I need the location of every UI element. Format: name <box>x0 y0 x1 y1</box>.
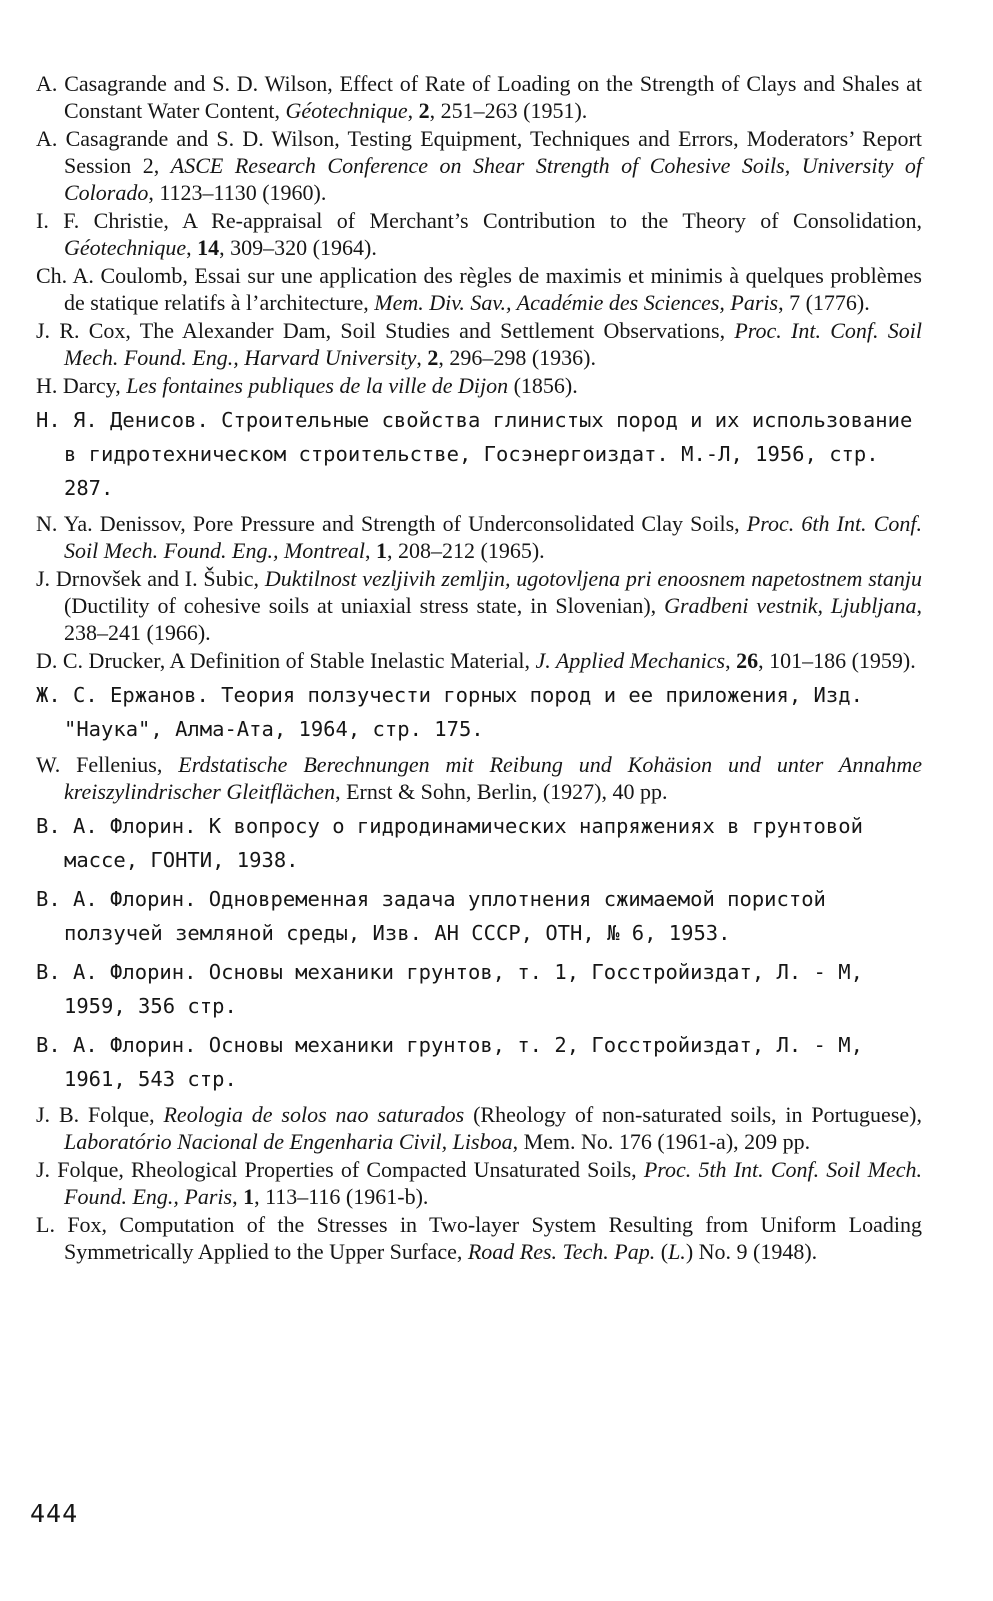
reference-text: Ж. С. Ержанов. Теория ползучести горных пород и ее приложения, Изд. "Наука", Алма-Ата, 1964, стр. 175. <box>36 683 863 741</box>
reference-text: В. А. Флорин. Основы механики грунтов, т. 1, Госстройиздат, Л. - М, 1959, 356 стр. <box>36 960 863 1018</box>
reference-entry <box>36 125 922 206</box>
reference-text: , Ernst & Sohn, Berlin, (1927), 40 pp. <box>335 779 668 804</box>
reference-italic-text: Proc. Int. Conf. Soil Mech. Found. Eng., Harvard University <box>64 318 922 370</box>
reference-text: В. А. Флорин. К вопросу о гидродинамических напряжениях в грунтовой массе, ГОНТИ, 1938. <box>36 814 863 872</box>
reference-text: ( <box>655 1239 669 1264</box>
reference-text: , <box>725 648 737 673</box>
reference-text: , 1123–1130 (1960). <box>148 180 327 205</box>
reference-text: , <box>232 1184 244 1209</box>
reference-italic-text: Erdstatische Berechnungen mit Reibung und Kohäsion und unter Annahme kreiszylindrischer Gleitflächen <box>64 752 922 804</box>
reference-text: J. B. Folque, <box>36 1102 164 1127</box>
reference-text: J. Drnovšek and I. Šubic, <box>36 566 265 591</box>
reference-volume: 2 <box>427 345 439 370</box>
reference-entry <box>36 70 922 124</box>
reference-italic-text: Duktilnost vezljivih zemljin, ugotovljena pri enoosnem napetostnem stanju <box>264 566 922 591</box>
reference-entry <box>36 647 922 674</box>
reference-entry <box>36 955 922 1023</box>
reference-text: Ch. A. Coulomb, Essai sur une application des règles de maximis et minimis à quelques problèmes de statique relatifs à l’architecture, <box>36 263 922 315</box>
reference-text: (Ductility of cohesive soils at uniaxial stress state, in Slovenian), <box>64 593 665 618</box>
reference-text: (1856). <box>508 373 578 398</box>
reference-volume: 14 <box>197 235 220 260</box>
reference-italic-text: ASCE Research Conference on Shear Strength of Cohesive Soils, University of Colorado <box>64 153 922 205</box>
reference-text: В. А. Флорин. Основы механики грунтов, т. 2, Госстройиздат, Л. - М, 1961, 543 стр. <box>36 1033 863 1091</box>
reference-italic-text: Géotechnique <box>285 98 408 123</box>
reference-list <box>36 70 922 1266</box>
reference-entry <box>36 510 922 564</box>
reference-text: I. F. Christie, A Re-appraisal of Merchant’s Contribution to the Theory of Consolidation, <box>36 208 922 233</box>
reference-entry <box>36 207 922 261</box>
reference-text: , <box>407 98 419 123</box>
reference-text: , 101–186 (1959). <box>758 648 916 673</box>
reference-text: H. Darcy, <box>36 373 127 398</box>
page-number: 444 <box>30 1499 79 1528</box>
reference-italic-text: Géotechnique <box>64 235 187 260</box>
reference-italic-text: Proc. 6th Int. Conf. Soil Mech. Found. Eng., Montreal <box>64 511 922 563</box>
reference-text: , 251–263 (1951). <box>429 98 588 123</box>
reference-italic-text: J. Applied Mechanics <box>535 648 726 673</box>
reference-text: , 208–212 (1965). <box>387 538 545 563</box>
reference-italic-text: Gradbeni vestnik, Ljubljana <box>664 593 917 618</box>
reference-text: , 309–320 (1964). <box>219 235 377 260</box>
reference-text: , <box>416 345 428 370</box>
reference-volume: 1 <box>243 1184 255 1209</box>
reference-text: A. Casagrande and S. D. Wilson, Testing Equipment, Techniques and Errors, Moderators’ Report Session 2, <box>36 126 922 178</box>
reference-entry <box>36 372 922 399</box>
reference-entry <box>36 678 922 746</box>
reference-text: A. Casagrande and S. D. Wilson, Effect of Rate of Loading on the Strength of Clays and Shales at Constant Water Content, <box>36 71 922 123</box>
reference-text: L. Fox, Computation of the Stresses in Two-layer System Resulting from Uniform Loading Symmetrically Applied to the Upper Surface, <box>36 1212 922 1264</box>
reference-entry <box>36 262 922 316</box>
reference-entry <box>36 809 922 877</box>
reference-text: , 238–241 (1966). <box>64 593 922 645</box>
reference-text: (Rheology of non-saturated soils, in Portuguese), <box>464 1102 922 1127</box>
reference-entry <box>36 1028 922 1096</box>
reference-volume: 2 <box>418 98 430 123</box>
reference-volume: 1 <box>376 538 388 563</box>
reference-text: Н. Я. Денисов. Строительные свойства глинистых пород и их использование в гидротехническом строительстве, Госэнергоиздат. М.-Л, 1956, стр. 287. <box>36 408 913 500</box>
reference-text: J. R. Cox, The Alexander Dam, Soil Studies and Settlement Observations, <box>36 318 735 343</box>
reference-entry <box>36 882 922 950</box>
reference-text: , Mem. No. 176 (1961-a), 209 pp. <box>512 1129 811 1154</box>
reference-italic-text: Mem. Div. Sav., Académie des Sciences, Paris <box>374 290 779 315</box>
reference-text: В. А. Флорин. Одновременная задача уплотнения сжимаемой пористой ползучей земляной среды, Изв. АН СССР, ОТН, № 6, 1953. <box>36 887 826 945</box>
reference-italic-text: Proc. 5th Int. Conf. Soil Mech. Found. Eng., Paris <box>64 1157 923 1209</box>
reference-entry <box>36 1156 922 1210</box>
reference-text: N. Ya. Denissov, Pore Pressure and Strength of Underconsolidated Clay Soils, <box>36 511 747 536</box>
reference-entry <box>36 565 922 646</box>
reference-text: , <box>186 235 198 260</box>
reference-italic-text: L. <box>668 1239 686 1264</box>
reference-text: , 7 (1776). <box>778 290 870 315</box>
reference-entry <box>36 317 922 371</box>
reference-text: , <box>365 538 377 563</box>
reference-text: , 296–298 (1936). <box>438 345 596 370</box>
reference-entry <box>36 1211 922 1265</box>
reference-italic-text: Les fontaines publiques de la ville de Dijon <box>126 373 509 398</box>
reference-text: ) No. 9 (1948). <box>685 1239 818 1264</box>
reference-text: D. C. Drucker, A Definition of Stable Inelastic Material, <box>36 648 536 673</box>
reference-text: W. Fellenius, <box>36 752 179 777</box>
reference-italic-text: Reologia de solos nao saturados <box>163 1102 465 1127</box>
reference-volume: 26 <box>736 648 759 673</box>
reference-entry <box>36 403 922 505</box>
reference-italic-text: Laboratório Nacional de Engenharia Civil, Lisboa <box>64 1129 513 1154</box>
reference-entry <box>36 751 922 805</box>
reference-text: , 113–116 (1961-b). <box>254 1184 429 1209</box>
reference-entry <box>36 1101 922 1155</box>
reference-italic-text: Road Res. Tech. Pap. <box>467 1239 656 1264</box>
reference-text: J. Folque, Rheological Properties of Compacted Unsaturated Soils, <box>36 1157 644 1182</box>
